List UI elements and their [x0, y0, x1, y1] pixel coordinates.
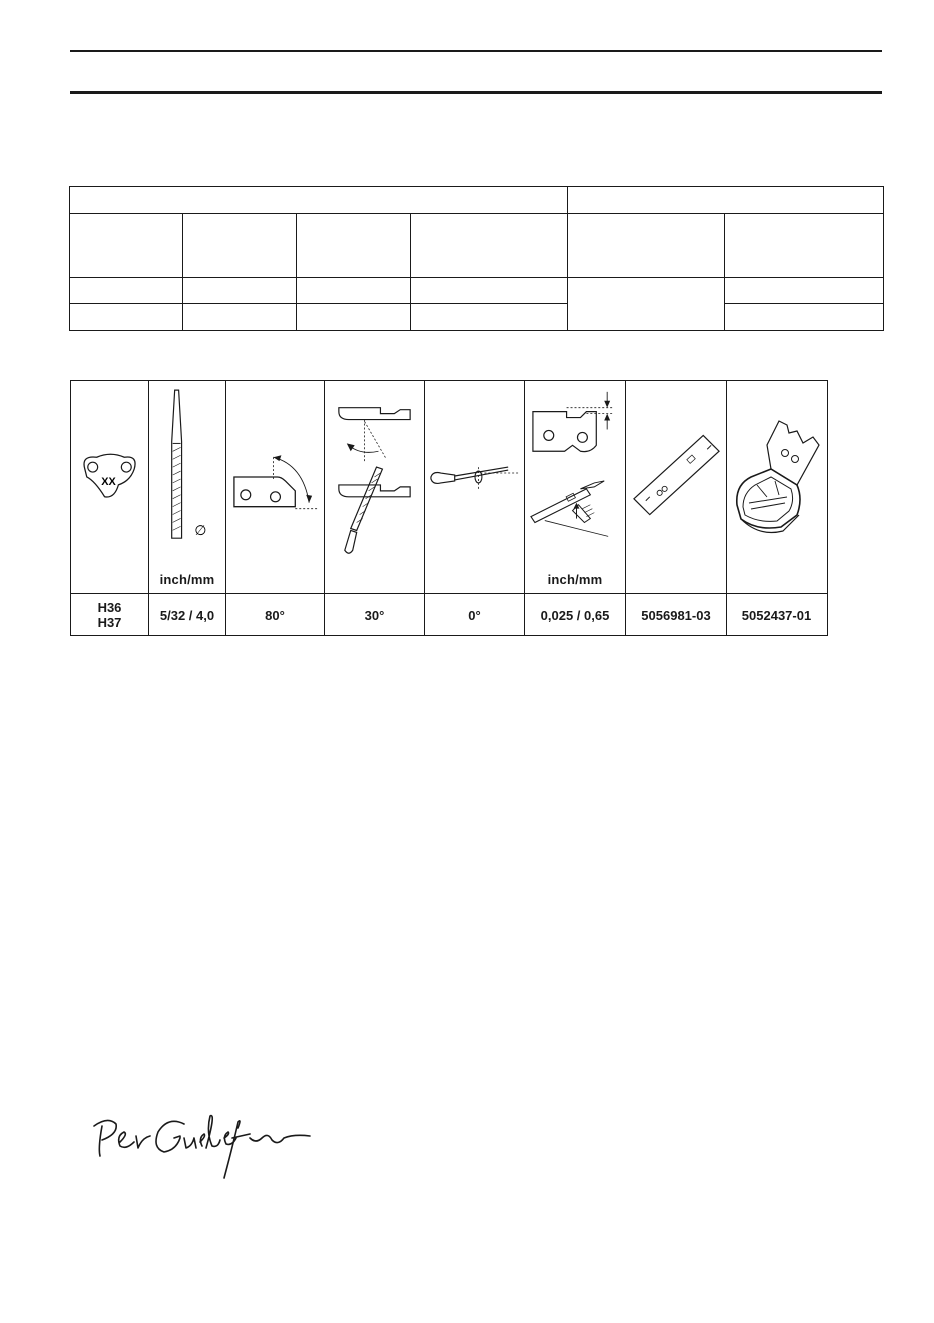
- spec-subheader-cell: [725, 213, 884, 277]
- col-tilt-angle: [425, 381, 525, 635]
- side-angle-value: 30°: [364, 607, 385, 623]
- spec-header-left: [70, 187, 568, 214]
- spec-cell: [183, 304, 297, 331]
- depth-gauge-tool-value: 5056981-03: [641, 607, 711, 623]
- spec-cell: [297, 277, 411, 304]
- spec-cell: [725, 304, 884, 331]
- spec-subheader-cell: [411, 213, 568, 277]
- spec-cell: [70, 304, 183, 331]
- col-file-holder: [727, 381, 826, 635]
- depth-gauge-illustration: [525, 381, 625, 571]
- spec-subheader-cell: [568, 213, 725, 277]
- spec-subheader-cell: [297, 213, 411, 277]
- file-holder-illustration: [727, 381, 826, 571]
- signature: [88, 1108, 318, 1190]
- spec-cell: [297, 304, 411, 331]
- spec-cell: [411, 277, 568, 304]
- header-rule-top: [70, 50, 882, 52]
- spec-header-right: [568, 187, 884, 214]
- chain-link-illustration: [71, 381, 148, 571]
- chain-value: [71, 595, 148, 635]
- file-diameter-value: 5/32 / 4,0: [159, 607, 215, 623]
- spec-cell: [70, 277, 183, 304]
- spec-subheader-cell: [70, 213, 183, 277]
- depth-gauge-tool-illustration: [626, 381, 726, 571]
- depth-gauge-value: 0,025 / 0,65: [540, 607, 610, 623]
- col-file: [149, 381, 226, 635]
- header-rule-bottom: [70, 91, 882, 94]
- unit-label: inch/mm: [159, 572, 215, 587]
- tilt-angle-value: 0°: [468, 607, 481, 623]
- sharpening-table: [70, 380, 828, 636]
- col-side-angle: [325, 381, 425, 635]
- round-file-illustration: [149, 381, 225, 571]
- col-depth-gauge-tool: [626, 381, 727, 635]
- diameter-symbol: ∅: [194, 523, 207, 540]
- col-chain: [71, 381, 149, 635]
- top-plate-angle-illustration: [226, 381, 324, 571]
- spec-cell: [183, 277, 297, 304]
- side-angle-illustration: [325, 381, 424, 571]
- spec-table: [69, 186, 884, 331]
- top-plate-angle-value: 80°: [265, 607, 285, 623]
- col-top-plate-angle: [226, 381, 325, 635]
- spec-subheader-cell: [183, 213, 297, 277]
- col-depth-gauge: [525, 381, 626, 635]
- chain-label: XX: [101, 475, 116, 488]
- spec-cell-merged: [568, 277, 725, 331]
- spec-cell: [725, 277, 884, 304]
- file-holder-value: 5052437-01: [741, 607, 812, 623]
- chain-line-1: H36: [97, 600, 122, 615]
- tilt-angle-illustration: [425, 381, 524, 571]
- chain-line-2: H37: [97, 615, 122, 630]
- spec-cell: [411, 304, 568, 331]
- unit-label: inch/mm: [547, 572, 603, 587]
